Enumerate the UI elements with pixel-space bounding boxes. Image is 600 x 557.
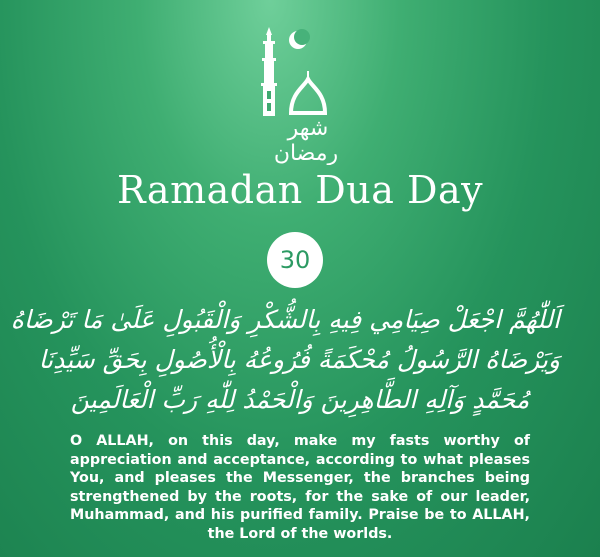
minaret-icon — [261, 27, 277, 116]
dua-arabic-text — [10, 300, 560, 420]
crescent-moon-icon — [289, 29, 310, 49]
day-number-badge: 30 — [267, 232, 323, 288]
page-title: Ramadan Dua Day — [116, 168, 484, 212]
dua-arabic-line: اَللّٰهُمَّ اجْعَلْ صِيَامِي فِيهِ بِالشُّكْرِ وَالْقَبُولِ عَلَىٰ مَا تَرْضَاهُ — [10, 305, 560, 334]
dua-arabic-line: وَيَرْضَاهُ الرَّسُولُ مُحْكَمَةً فُرُوعُهُ بِالْأُصُولِ بِحَقِّ سَيِّدِنَا — [38, 345, 560, 374]
dome-icon — [291, 71, 325, 113]
svg-text:رمضان: رمضان — [273, 141, 339, 165]
dua-arabic-line: مُحَمَّدٍ وَآلِهِ الطَّاهِرِينَ وَالْحَمْدُ لِلّٰهِ رَبِّ الْعَالَمِينَ — [70, 385, 530, 414]
mosque-calligraphy-logo — [236, 15, 366, 165]
dua-english-translation: O ALLAH, on this day, make my fasts worthy of appreciation and acceptance, according to what pleases You, and pleases the Messenger, the branches being strengthened by the roots, for the sake of our leader, Muhammad, and his purified family. Praise be to ALLAH, the Lord of the worlds. — [70, 433, 530, 542]
svg-text:شهر: شهر — [287, 116, 329, 141]
